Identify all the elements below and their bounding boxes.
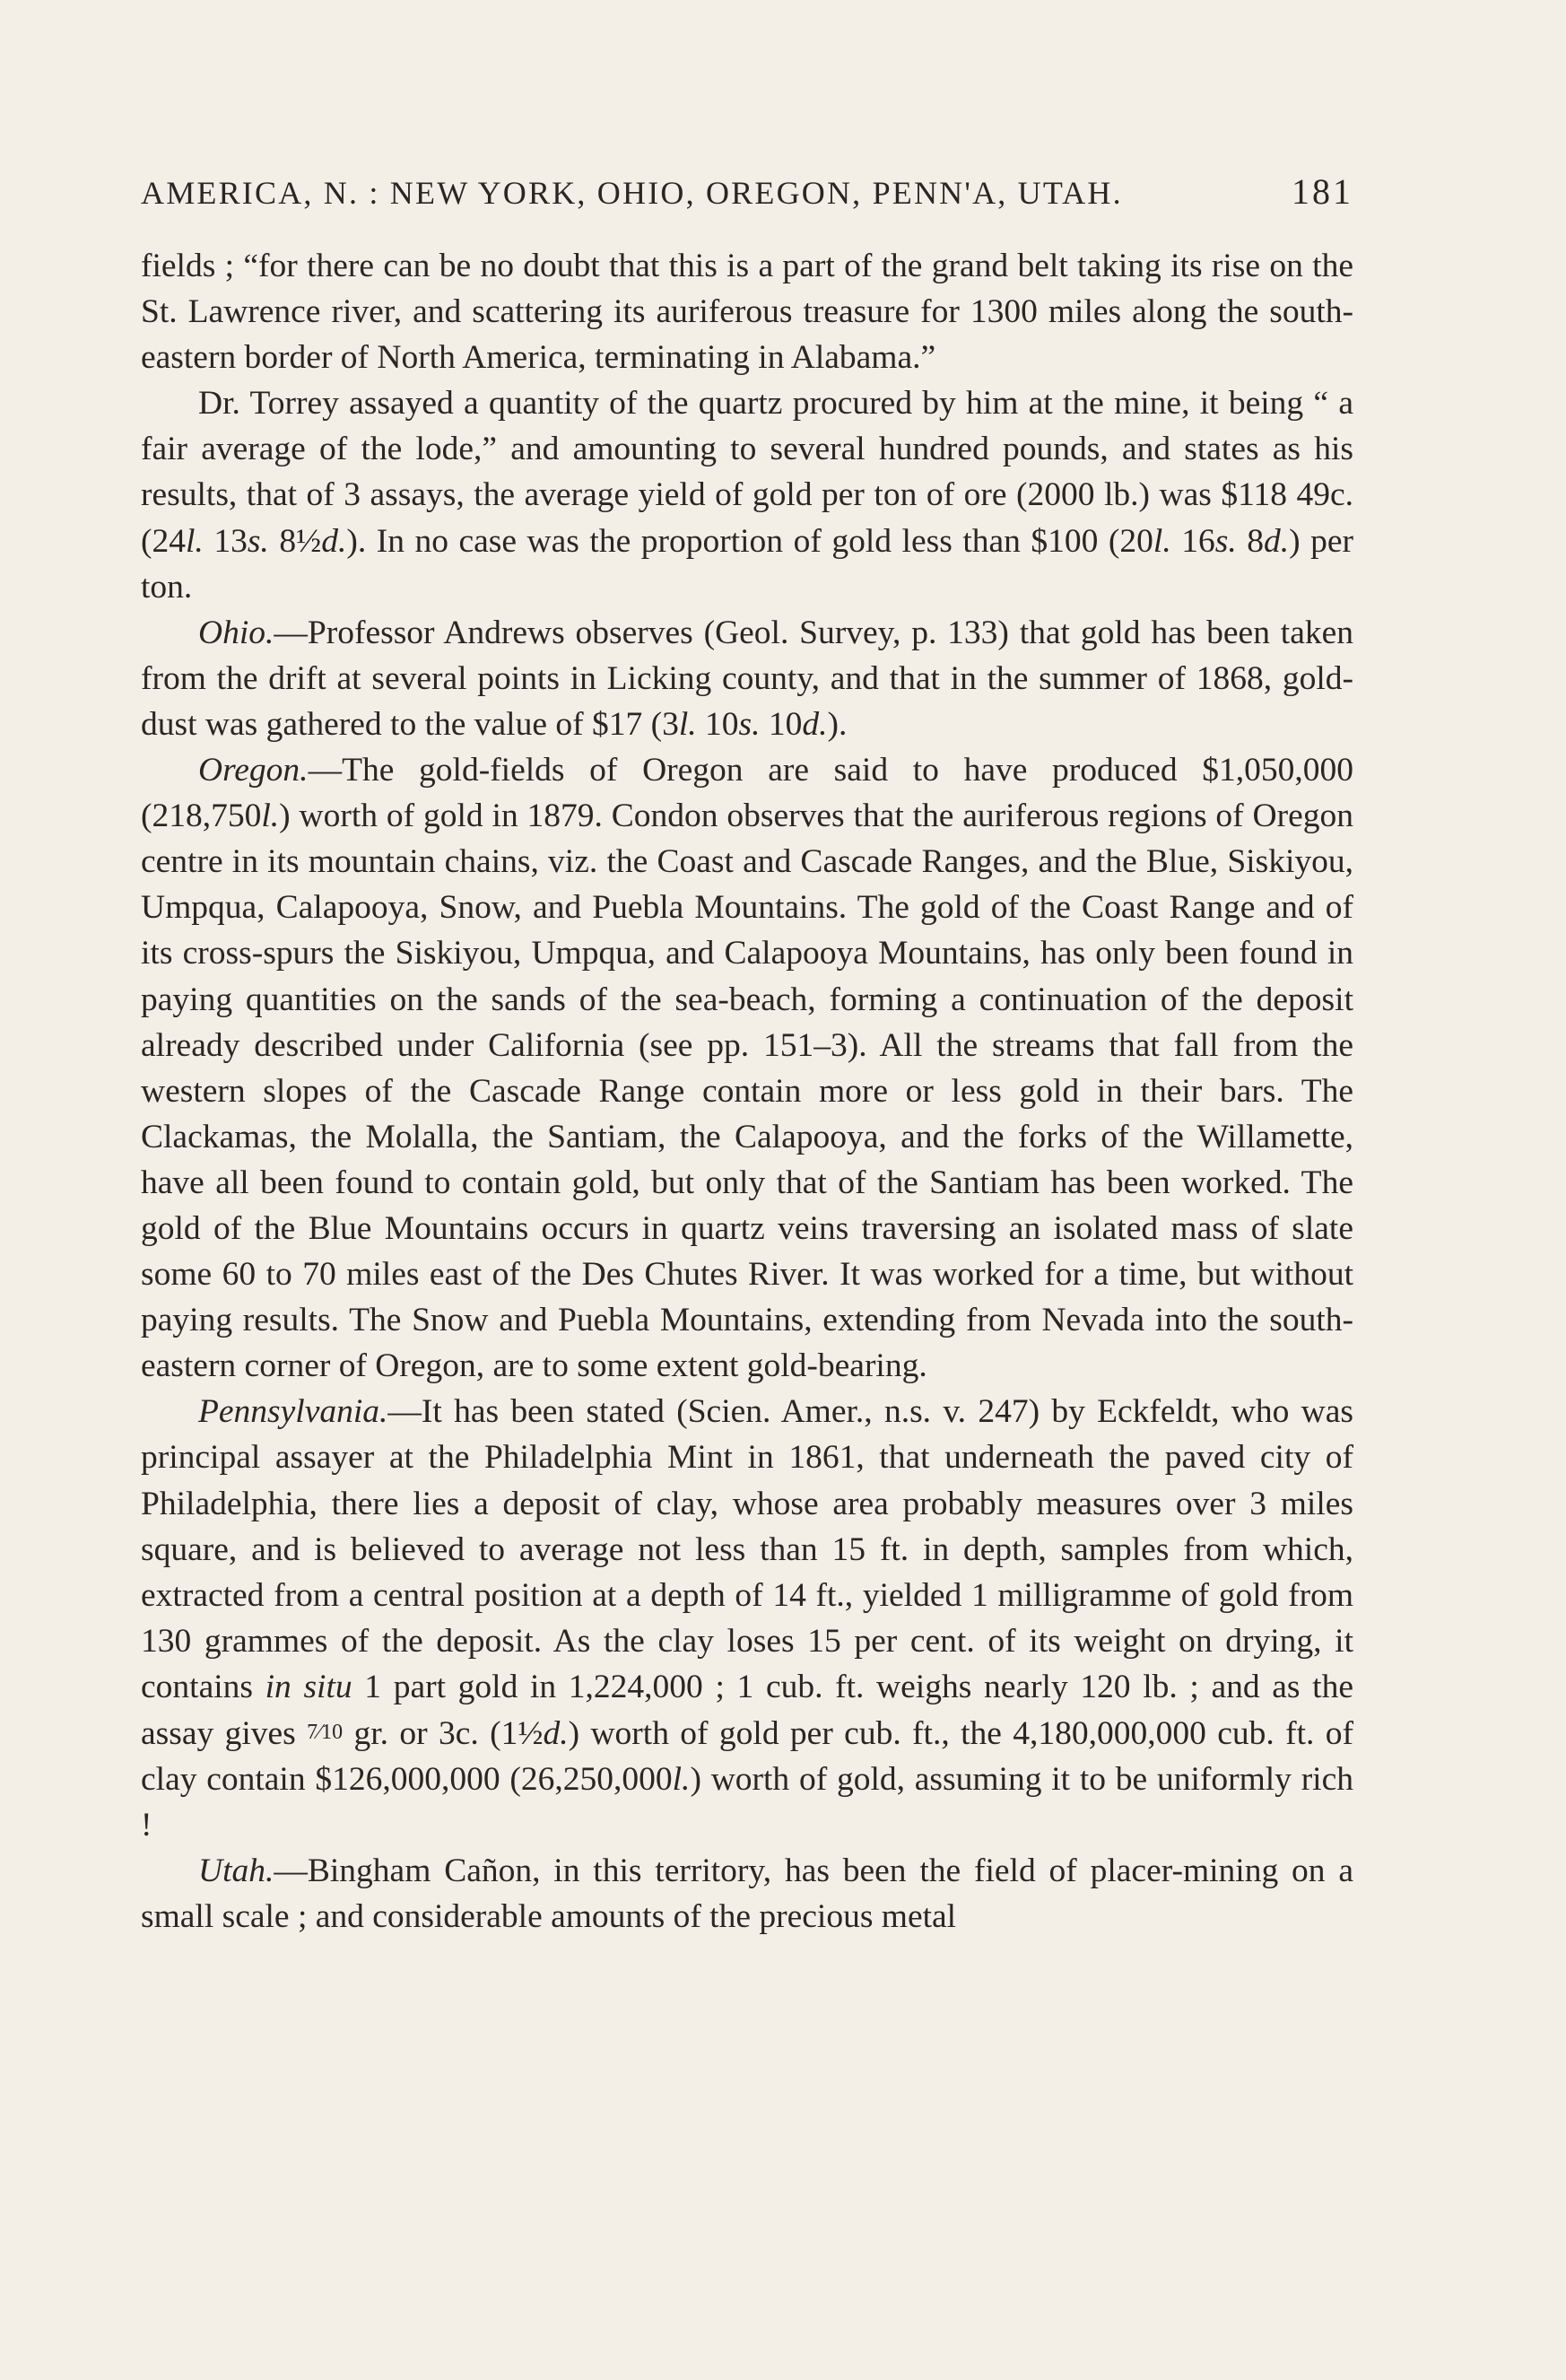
ohio-text-4: ). <box>827 705 848 743</box>
section-heading-ohio: Ohio. <box>198 614 274 651</box>
section-heading-utah: Utah. <box>198 1853 274 1890</box>
book-page <box>141 170 1353 1940</box>
torrey-text-1: Dr. Torrey assayed a quantity of the quartz procured by him at the mine, it being “ a fair average of the lode,” and amounting to several hundred pounds, and states as his results, that of 3 assays, the average yield of gold per ton of ore (2000 lb.) was $118 49c. (24 <box>141 385 1353 560</box>
running-title: AMERICA, N. : NEW YORK, OHIO, OREGON, PENN'A, UTAH. <box>141 175 1123 211</box>
torrey-unit-d: d. <box>321 522 347 560</box>
torrey-text-6: 8 <box>1236 522 1264 560</box>
section-heading-oregon: Oregon. <box>198 752 309 789</box>
penn-text-3: gr. or 3c. (1½ <box>343 1715 544 1752</box>
torrey-text-7: ) per ton. <box>141 522 1354 606</box>
torrey-unit-s: s. <box>247 522 269 560</box>
oregon-unit-l: l. <box>261 798 280 835</box>
ohio-text-3: 10 <box>760 705 803 743</box>
ohio-unit-s: s. <box>738 705 761 743</box>
torrey-text-5: 16 <box>1170 522 1215 560</box>
torrey-unit-d-2: d. <box>1264 522 1290 560</box>
penn-text-4: ) worth of gold per cub. ft., the 4,180,000,000 cub. ft. of clay contain $126,000,000 (26,250,000 <box>141 1715 1353 1799</box>
torrey-text-2: 13 <box>203 522 248 560</box>
penn-unit-d: d. <box>543 1715 569 1752</box>
penn-text-2: 1 part gold in 1,224,000 ; 1 cub. ft. weighs nearly 120 lb. ; and as the assay gives <box>141 1668 1353 1752</box>
running-header <box>141 170 1353 213</box>
penn-fraction: 7⁄10 <box>307 1721 344 1744</box>
page-number: 181 <box>1292 171 1353 212</box>
torrey-text-3: 8½ <box>268 522 322 560</box>
ohio-text-2: 10 <box>696 705 739 743</box>
ohio-text-1: —Professor Andrews observes (Geol. Survey, p. 133) that gold has been taken from the drift at several points in Licking county, and that in the summer of 1868, gold-dust was gathered to the value of $17 (3 <box>141 614 1353 743</box>
penn-text-5: ) worth of gold, assuming it to be uniformly rich ! <box>141 1761 1353 1844</box>
torrey-unit-l-2: l. <box>1153 522 1171 560</box>
paragraph-fields-text: fields ; “for there can be no doubt that this is a part of the grand belt taking its rise on the St. Lawrence river, and scattering its auriferous treasure for 1300 miles along the south-eastern border of North America, terminating in Alabama.” <box>141 248 1353 377</box>
penn-unit-l: l. <box>672 1761 691 1799</box>
utah-text-1: —Bingham Cañon, in this territory, has been the field of placer-mining on a small scale ; and considerable amounts of the precious metal <box>141 1853 1353 1936</box>
oregon-text-1: —The gold-fields of Oregon are said to have produced $1,050,000 (218,750 <box>141 752 1353 835</box>
penn-in-situ: in situ <box>265 1668 352 1705</box>
torrey-text-4: ). In no case was the proportion of gold less than $100 (20 <box>346 522 1153 560</box>
paragraph-pennsylvania <box>141 1389 1353 1848</box>
paragraph-ohio <box>141 610 1353 747</box>
penn-text-1: —It has been stated (Scien. Amer., n.s. v. 247) by Eckfeldt, who was principal assayer at the Philadelphia Mint in 1861, that underneath the paved city of Philadelphia, there lies a deposit of clay, whose area probably measures over 3 miles square, and is believed to average not less than 15 ft. in depth, samples from which, extracted from a central position at a depth of 14 ft., yielded 1 milligramme of gold from 130 grammes of the deposit. As the clay loses 15 per cent. of its weight on drying, it contains <box>141 1393 1353 1705</box>
torrey-unit-l: l. <box>186 522 204 560</box>
ohio-unit-l: l. <box>678 705 697 743</box>
paragraph-torrey <box>141 380 1353 609</box>
paragraph-fields <box>141 243 1353 380</box>
section-heading-pennsylvania: Pennsylvania. <box>198 1393 388 1431</box>
torrey-unit-s-2: s. <box>1214 522 1237 560</box>
paragraph-oregon <box>141 747 1353 1389</box>
paragraph-utah <box>141 1848 1353 1940</box>
oregon-text-2: ) worth of gold in 1879. Condon observes that the auriferous regions of Oregon centre in its mountain chains, viz. the Coast and Cascade Ranges, and the Blue, Siskiyou, Umpqua, Calapooya, Snow, and Puebla Mountains. The gold of the Coast Range and of its cross-spurs the Siskiyou, Umpqua, and Calapooya Mountains, has only been found in paying quantities on the sands of the sea-beach, forming a continuation of the deposit already described under California (see pp. 151–3). All the streams that fall from the western slopes of the Cascade Range contain more or less gold in their bars. The Clackamas, the Molalla, the Santiam, the Calapooya, and the forks of the Willamette, have all been found to contain gold, but only that of the Santiam has been worked. The gold of the Blue Mountains occurs in quartz veins traversing an isolated mass of slate some 60 to 70 miles east of the Des Chutes River. It was worked for a time, but without paying results. The Snow and Puebla Mountains, extending from Nevada into the south-eastern corner of Oregon, are to some extent gold-bearing. <box>141 798 1353 1385</box>
ohio-unit-d: d. <box>802 705 828 743</box>
